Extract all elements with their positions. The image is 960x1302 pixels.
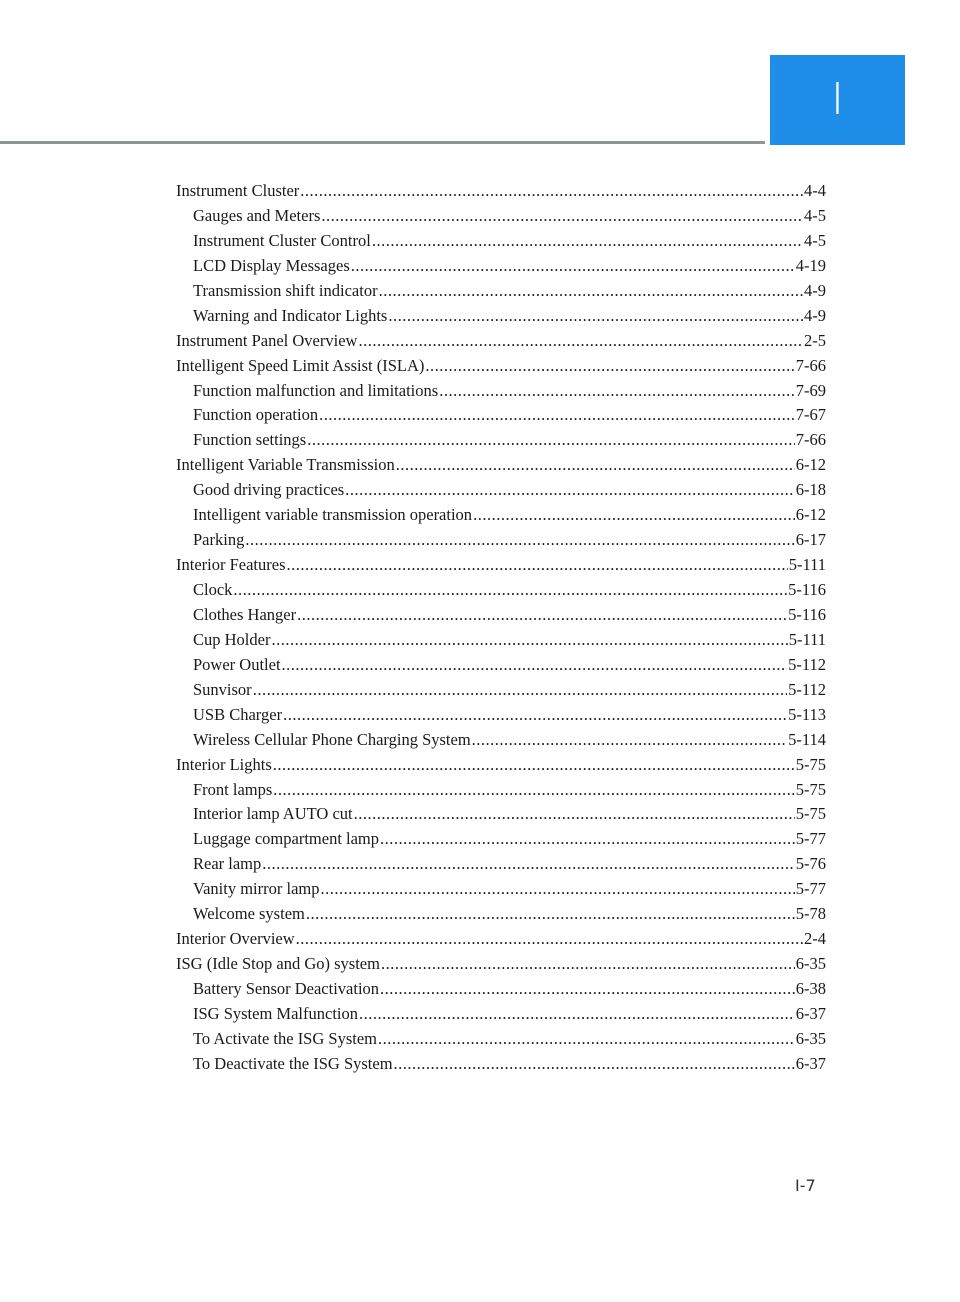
dot-leader [253, 678, 787, 703]
section-letter-tab [770, 55, 905, 145]
dot-leader [473, 503, 795, 528]
index-subentry [176, 254, 826, 279]
page-number: I-7 [795, 1176, 816, 1195]
entry-page: 4-9 [804, 280, 826, 300]
entry-label: Battery Sensor Deactivation [193, 979, 380, 998]
index-entry [176, 329, 826, 354]
entry-label: USB Charger [193, 704, 283, 724]
index-subentry [176, 802, 826, 827]
entry-label: Function operation [193, 405, 319, 425]
dot-leader [307, 428, 795, 453]
index-entry [176, 179, 826, 204]
dot-leader [320, 877, 794, 902]
dot-leader [273, 753, 795, 778]
index-subentry [176, 1002, 826, 1027]
index-subentry [176, 1027, 826, 1052]
dot-leader [381, 952, 795, 977]
index-subentry [176, 603, 826, 628]
entry-page: 4-19 [795, 255, 826, 275]
dot-leader [380, 977, 795, 1002]
index-subentry [176, 528, 826, 553]
dot-leader [297, 603, 787, 628]
entry-page: 5-76 [795, 854, 826, 874]
index-entry [176, 354, 826, 379]
entry-page: 4-5 [804, 230, 826, 250]
dot-leader [396, 453, 795, 478]
entry-label: ISG System Malfunction [193, 1003, 358, 1023]
entry-label: Wireless Cellular Phone Charging System [193, 729, 471, 749]
entry-label: Luggage compartment lamp [193, 829, 380, 849]
index-subentry [176, 229, 826, 254]
entry-page: 5-116 [788, 604, 826, 624]
entry-label: Gauges and Meters [193, 205, 321, 225]
entry-page: 5-75 [795, 754, 826, 774]
entry-page: 5-113 [788, 704, 826, 724]
index-subentry [176, 478, 826, 503]
entry-page: 6-37 [795, 1003, 826, 1023]
entry-page: 5-78 [795, 904, 826, 924]
dot-leader [358, 329, 803, 354]
entry-page: 6-18 [795, 480, 826, 500]
entry-page: 5-112 [788, 679, 826, 699]
index-subentry [176, 1052, 826, 1077]
header-rule [0, 141, 765, 144]
entry-label: Clock [193, 580, 233, 599]
entry-page: 6-17 [795, 530, 826, 550]
index-subentry [176, 653, 826, 678]
entry-label: ISG (Idle Stop and Go) system [176, 954, 380, 974]
index-subentry [176, 304, 826, 329]
index-subentry [176, 428, 826, 453]
index-subentry [176, 827, 826, 852]
dot-leader [282, 653, 788, 678]
entry-page: 5-114 [788, 729, 826, 749]
entry-page: 6-12 [795, 455, 826, 475]
entry-page: 5-75 [795, 804, 826, 824]
entry-page: 4-5 [804, 205, 826, 225]
dot-leader [245, 528, 794, 553]
index-subentry [176, 204, 826, 229]
dot-leader [233, 578, 787, 603]
dot-leader [439, 379, 795, 404]
dot-leader [472, 728, 787, 753]
entry-label: Instrument Cluster [176, 181, 300, 200]
entry-label: Interior lamp AUTO cut [193, 804, 353, 824]
index-subentry [176, 678, 826, 703]
entry-page: 5-111 [788, 629, 826, 649]
entry-page: 7-66 [795, 355, 826, 375]
entry-label: Power Outlet [193, 654, 281, 674]
entry-page: 6-12 [795, 505, 826, 525]
dot-leader [372, 229, 803, 254]
entry-label: Interior Overview [176, 929, 295, 949]
dot-leader [345, 478, 795, 503]
entry-label: To Activate the ISG System [193, 1028, 377, 1048]
entry-page: 4-9 [804, 305, 826, 325]
entry-page: 2-4 [804, 929, 826, 949]
index-subentry [176, 877, 826, 902]
entry-page: 6-35 [795, 1028, 826, 1048]
entry-label: Welcome system [193, 904, 305, 924]
entry-page: 5-77 [795, 879, 826, 899]
entry-page: 7-66 [795, 430, 826, 450]
dot-leader [271, 628, 787, 653]
dot-leader [379, 279, 803, 304]
dot-leader [378, 1027, 795, 1052]
dot-leader [380, 827, 795, 852]
entry-label: Interior Lights [176, 754, 272, 774]
index-entry [176, 927, 826, 952]
entry-label: Sunvisor [193, 679, 252, 699]
index-subentry [176, 628, 826, 653]
index-subentry [176, 403, 826, 428]
index-subentry [176, 578, 826, 603]
dot-leader [306, 902, 795, 927]
entry-label: Interior Features [176, 555, 286, 575]
dot-leader [425, 354, 794, 379]
dot-leader [388, 304, 803, 329]
entry-label: Vanity mirror lamp [193, 879, 320, 899]
entry-label: Good driving practices [193, 480, 345, 500]
index-subentry [176, 379, 826, 404]
index-subentry [176, 728, 826, 753]
entry-page: 6-35 [795, 954, 826, 974]
entry-label: Instrument Panel Overview [176, 330, 358, 350]
entry-label: Intelligent Variable Transmission [176, 455, 395, 475]
index-entry [176, 952, 826, 977]
dot-leader [319, 403, 795, 428]
entry-label: Cup Holder [193, 629, 271, 649]
entry-label: Clothes Hanger [193, 604, 297, 624]
entry-page: 5-77 [795, 829, 826, 849]
index-list [176, 179, 826, 1077]
entry-label: Function malfunction and limitations [193, 380, 439, 400]
index-subentry [176, 503, 826, 528]
entry-label: Intelligent Speed Limit Assist (ISLA) [176, 355, 425, 375]
entry-page: 7-67 [795, 405, 826, 425]
index-subentry [176, 852, 826, 877]
entry-label: Function settings [193, 430, 307, 450]
entry-page: 6-38 [795, 979, 826, 998]
dot-leader [354, 802, 795, 827]
dot-leader [321, 204, 803, 229]
entry-label: Intelligent variable transmission operation [193, 505, 473, 525]
dot-leader [287, 553, 788, 578]
entry-page: 5-111 [788, 555, 826, 575]
entry-label: Rear lamp [193, 854, 262, 874]
entry-page: 5-75 [795, 779, 826, 799]
entry-page: 5-112 [788, 654, 826, 674]
dot-leader [273, 778, 794, 803]
index-subentry [176, 279, 826, 304]
index-subentry [176, 778, 826, 803]
entry-page: 6-37 [795, 1053, 826, 1073]
index-entry [176, 753, 826, 778]
entry-label: Instrument Cluster Control [193, 230, 371, 250]
index-subentry [176, 977, 826, 1002]
entry-label: LCD Display Messages [193, 255, 350, 275]
entry-page: 2-5 [804, 330, 826, 350]
section-letter: I [831, 74, 844, 125]
dot-leader [394, 1052, 795, 1077]
index-subentry [176, 902, 826, 927]
index-entry [176, 453, 826, 478]
index-subentry [176, 703, 826, 728]
dot-leader [300, 179, 803, 204]
entry-label: Transmission shift indicator [193, 280, 378, 300]
entry-page: 5-116 [788, 580, 826, 599]
entry-page: 7-69 [795, 380, 826, 400]
dot-leader [262, 852, 794, 877]
dot-leader [296, 927, 803, 952]
entry-label: Warning and Indicator Lights [193, 305, 388, 325]
entry-page: 4-4 [804, 181, 826, 200]
dot-leader [351, 254, 795, 279]
index-entry [176, 553, 826, 578]
entry-label: Front lamps [193, 779, 273, 799]
entry-label: To Deactivate the ISG System [193, 1053, 393, 1073]
dot-leader [283, 703, 787, 728]
dot-leader [359, 1002, 795, 1027]
entry-label: Parking [193, 530, 245, 550]
